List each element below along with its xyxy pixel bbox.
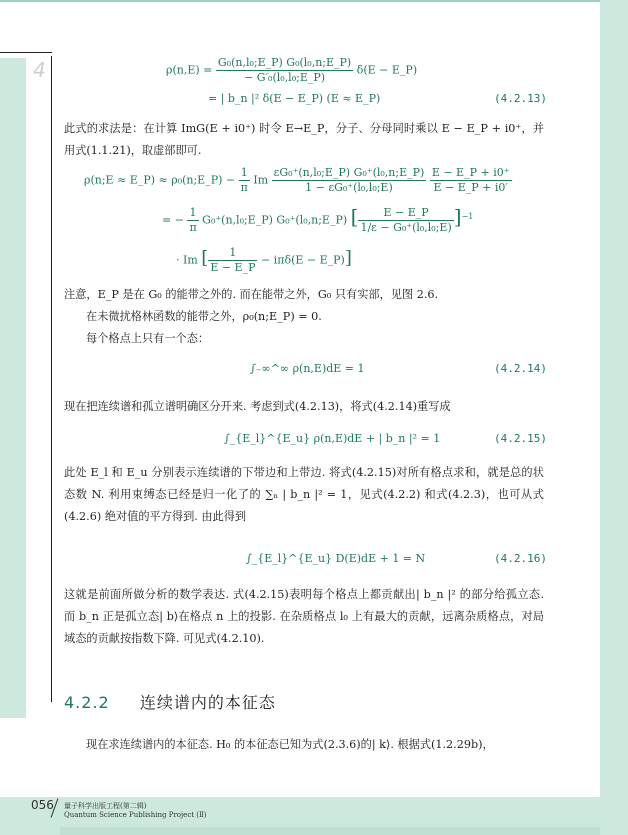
- series-title-en: Quantum Science Publishing Project (Ⅱ): [64, 811, 207, 819]
- section-title: 连续谱内的本征态: [139, 693, 276, 712]
- big-l3-tail: − iπδ(E − E_P): [260, 253, 345, 267]
- big-l2-frac: [358, 206, 453, 235]
- section-heading: [64, 690, 276, 713]
- big-frac1-num: 1: [239, 166, 250, 181]
- equation-number-4-2-14: (4.2.14): [494, 362, 547, 375]
- big-im: Im: [253, 173, 269, 187]
- equation-number-4-2-15: (4.2.15): [494, 432, 547, 445]
- equation-number-4-2-16: (4.2.16): [494, 552, 547, 565]
- big-l2-one-over-pi: [187, 206, 198, 235]
- big-den2: E − E_P + i0′: [433, 181, 508, 194]
- big-frac2: [272, 166, 427, 195]
- equation-big-line2: = − $\frac{1}{\pi}$ G₀⁺(n,l₀;E_P) G₀⁺(l₀,n;E_P) [ $\frac{E - E\_P}{\text{1/ε − G₀⁺(l₀,l₀;E)}}$ ]$^{-1}$: [162, 204, 474, 234]
- equation-big-line3: · Im [ $\frac{1}{E - E\_P}$ − iπδ(E − E_P)]: [176, 246, 352, 274]
- paragraph-5: 这就是前面所做分析的数学表达. 式(4.2.15)表明每个格点上都贡献出| b_n |² 的部分给孤立态. 而 b_n 正是孤立态| b⟩在格点 n 上的投影. 在杂质格点 l₀ 上有最大的贡献，远离杂质格点，对局域态的贡献按指数下降. 可见式(4.2.10).: [64, 588, 544, 645]
- eq13-den: − G′₀(l₀,l₀;E_P): [244, 71, 326, 84]
- big-num1: εG₀⁺(n,l₀;E_P) G₀⁺(l₀,n;E_P): [273, 166, 425, 179]
- series-title-cn: 量子科学出版工程(第二辑): [64, 802, 147, 810]
- big-frac3: [430, 166, 512, 195]
- left-margin-bar: [0, 58, 26, 718]
- big-l3-num: 1: [208, 246, 257, 261]
- big-l2-exp: −1: [461, 211, 474, 221]
- chapter-mark: 4: [33, 58, 46, 82]
- equation-4-2-14: ∫₋∞^∞ ρ(n,E)dE = 1: [250, 362, 365, 375]
- para2-line-3: 每个格点上只有一个态：: [86, 332, 210, 345]
- right-margin-bar: [600, 0, 628, 835]
- equation-number-4-2-13: (4.2.13): [494, 92, 547, 105]
- big-l2-frac-num: 1: [187, 206, 198, 221]
- top-band: [0, 0, 628, 2]
- paragraph-3: 现在把连续谱和孤立谱明确区分开来. 考虑到式(4.2.13)，将式(4.2.14)重写成: [64, 400, 451, 413]
- page-number: 056: [31, 798, 54, 812]
- big-l2-frac-den: π: [189, 221, 197, 234]
- left-rule: [51, 56, 52, 702]
- big-den1: 1 − εG₀⁺(l₀,l₀;E): [305, 181, 393, 194]
- big-lhs: ρ(n;E ≈ E_P) ≈ ρ₀(n;E_P) −: [84, 173, 236, 187]
- series-title: [64, 802, 207, 820]
- paragraph-1: 此式的求法是：在计算 ImG(E + i0⁺) 时令 E→E_P，分子、分母同时乘以 E − E_P + i0⁺，并用式(1.1.21)，取虚部即可.: [64, 122, 544, 157]
- paragraph-2: [64, 284, 544, 350]
- equation-big-line1: [84, 166, 512, 195]
- equation-4-2-13: [166, 56, 417, 85]
- eq13-num: G₀(n,l₀;E_P) G₀(l₀,n;E_P): [217, 56, 352, 69]
- section-number: 4.2.2: [64, 693, 110, 712]
- big-l3-frac: [208, 246, 257, 275]
- big-l3-lead: · Im: [176, 253, 198, 267]
- footer-bottom-strip: [60, 827, 600, 835]
- equation-4-2-15: ∫_{E_l}^{E_u} ρ(n,E)dE + | b_n |² = 1: [224, 432, 441, 445]
- big-frac1-den: π: [240, 181, 248, 194]
- eq13-lhs: ρ(n,E) =: [166, 63, 213, 77]
- eq13-fraction: [216, 56, 353, 85]
- paragraph-6: 现在求连续谱内的本征态. H₀ 的本征态已知为式(2.3.6)的| k⟩. 根据式(1.2.29b)，: [86, 738, 494, 751]
- big-l2-den: 1/ε − G₀⁺(l₀,l₀;E): [360, 221, 452, 234]
- big-l2-mid: G₀⁺(n,l₀;E_P) G₀⁺(l₀,n;E_P): [202, 213, 348, 227]
- big-l2-lead: = −: [162, 213, 184, 227]
- footer-separator: [0, 796, 600, 797]
- eq13-tail: δ(E − E_P): [356, 63, 418, 77]
- equation-4-2-13-line2: = | b_n |² δ(E − E_P) (E ≈ E_P): [208, 92, 381, 105]
- paragraph-4: 此处 E_l 和 E_u 分别表示连续谱的下带边和上带边. 将式(4.2.15)对所有格点求和，就是总的状态数 N. 利用束缚态已经是归一化了的 ∑ₙ | b_n |² = 1，见式(4.2.2) 和式(4.2.3)，也可从式(4.2.6) 绝对值的平方得到. 由此得到: [64, 466, 544, 523]
- para2-line-1: 注意，E_P 是在 G₀ 的能带之外的. 而在能带之外，G₀ 只有实部，见图 2.6.: [64, 288, 439, 301]
- big-one-over-pi: [239, 166, 250, 195]
- equation-4-2-16: ∫_{E_l}^{E_u} D(E)dE + 1 = N: [246, 552, 426, 565]
- big-l2-num: E − E_P: [358, 206, 453, 221]
- para2-line-2: 在未微扰格林函数的能带之外，ρ₀(n;E_P) = 0.: [86, 310, 322, 323]
- big-num2: E − E_P + i0⁺: [431, 166, 510, 179]
- big-l3-den: E − E_P: [210, 261, 256, 274]
